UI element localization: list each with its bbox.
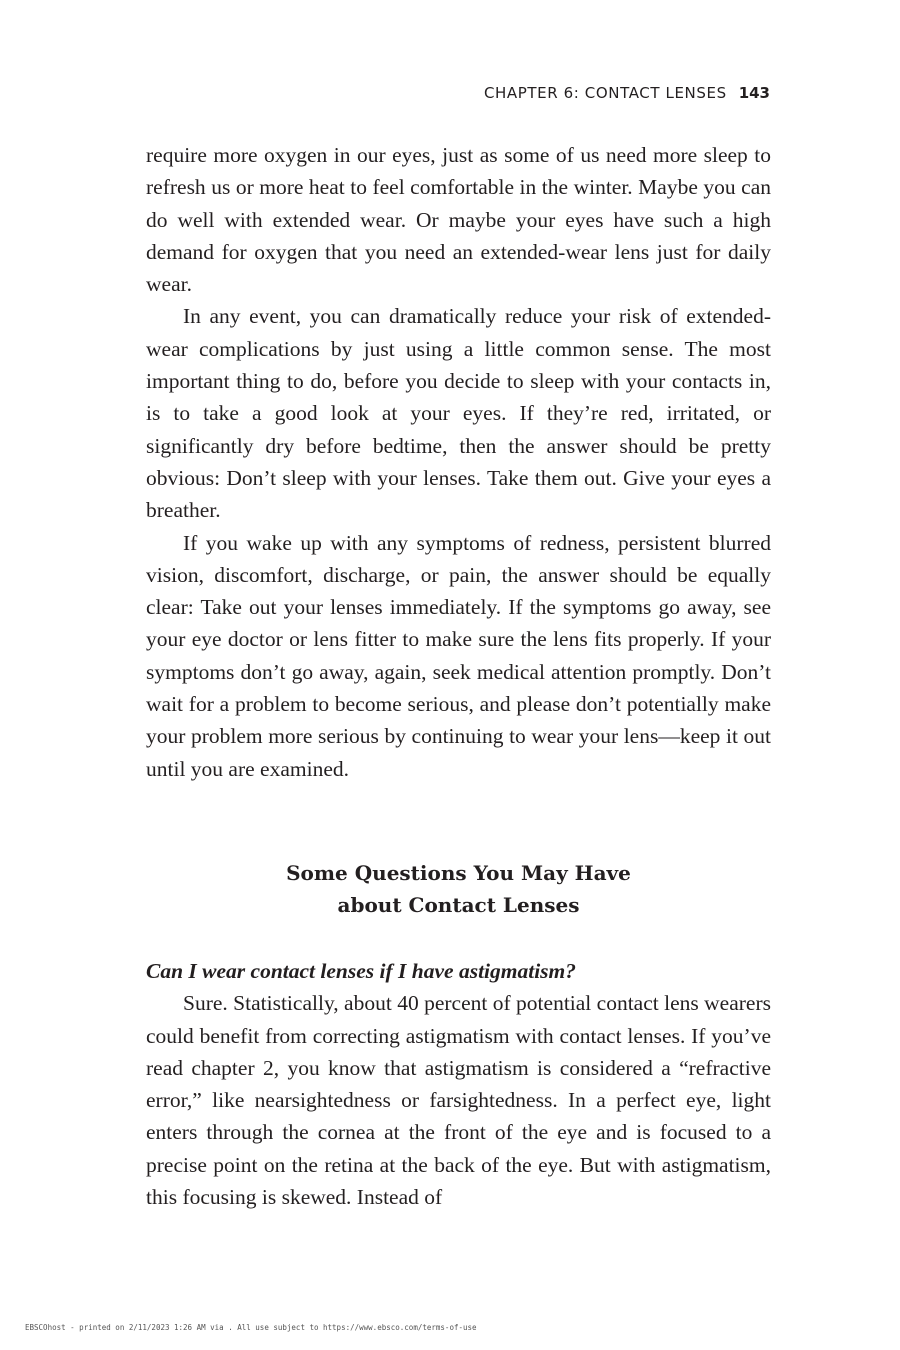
answer-paragraph: Sure. Statistically, about 40 percent of potential contact lens wearers could benefit from correcting astigmatism with contact lenses. If you’ve read chapter 2, you know that astigmatism is considered a “refractive error,” like nearsightedness or farsightedness. In a perfect eye, light enters through the cornea at the front of the eye and is focused to a precise point on the retina at the back of the eye. But with astigmatism, this focusing is skewed. Instead of [146,991,771,1210]
section-heading [146,857,771,921]
section-heading-line-1: Some Questions You May Have [286,860,631,885]
page-body [146,139,771,1213]
chapter-title: CHAPTER 6: CONTACT LENSES [483,84,727,102]
footer-note: EBSCOhost - printed on 2/11/2023 1:26 AM via . All use subject to https://www.ebsco.com/terms-of-use [25,1323,477,1332]
paragraph: In any event, you can dramatically reduce your risk of extended-wear complications by just using a little common sense. The most important thing to do, before you decide to sleep with your contacts in, is to take a good look at your eyes. If they’re red, irritated, or significantly dry before bedtime, then the answer should be pretty obvious: Don’t sleep with your lenses. Take them out. Give your eyes a breather. [146,304,771,523]
question-heading: Can I wear contact lenses if I have astigmatism? [146,958,577,983]
paragraph: require more oxygen in our eyes, just as some of us need more sleep to refresh us or more heat to feel comfortable in the winter. Maybe you can do well with extended wear. Or maybe your eyes have such a high demand for oxygen that you need an extended-wear lens just for daily wear. [146,143,771,297]
section-heading-line-2: about Contact Lenses [337,892,580,917]
paragraph: If you wake up with any symptoms of redness, persistent blurred vision, discomfort, discharge, or pain, the answer should be equally clear: Take out your lenses immediately. If the symptoms go away, see your eye doctor or lens fitter to make sure the lens fits properly. If your symptoms don’t go away, again, seek medical attention promptly. Don’t wait for a problem to become serious, and please don’t potentially make your problem more serious by continuing to wear your lens—keep it out until you are examined. [146,530,771,781]
page-number: 143 [738,84,770,102]
running-head [484,84,770,102]
